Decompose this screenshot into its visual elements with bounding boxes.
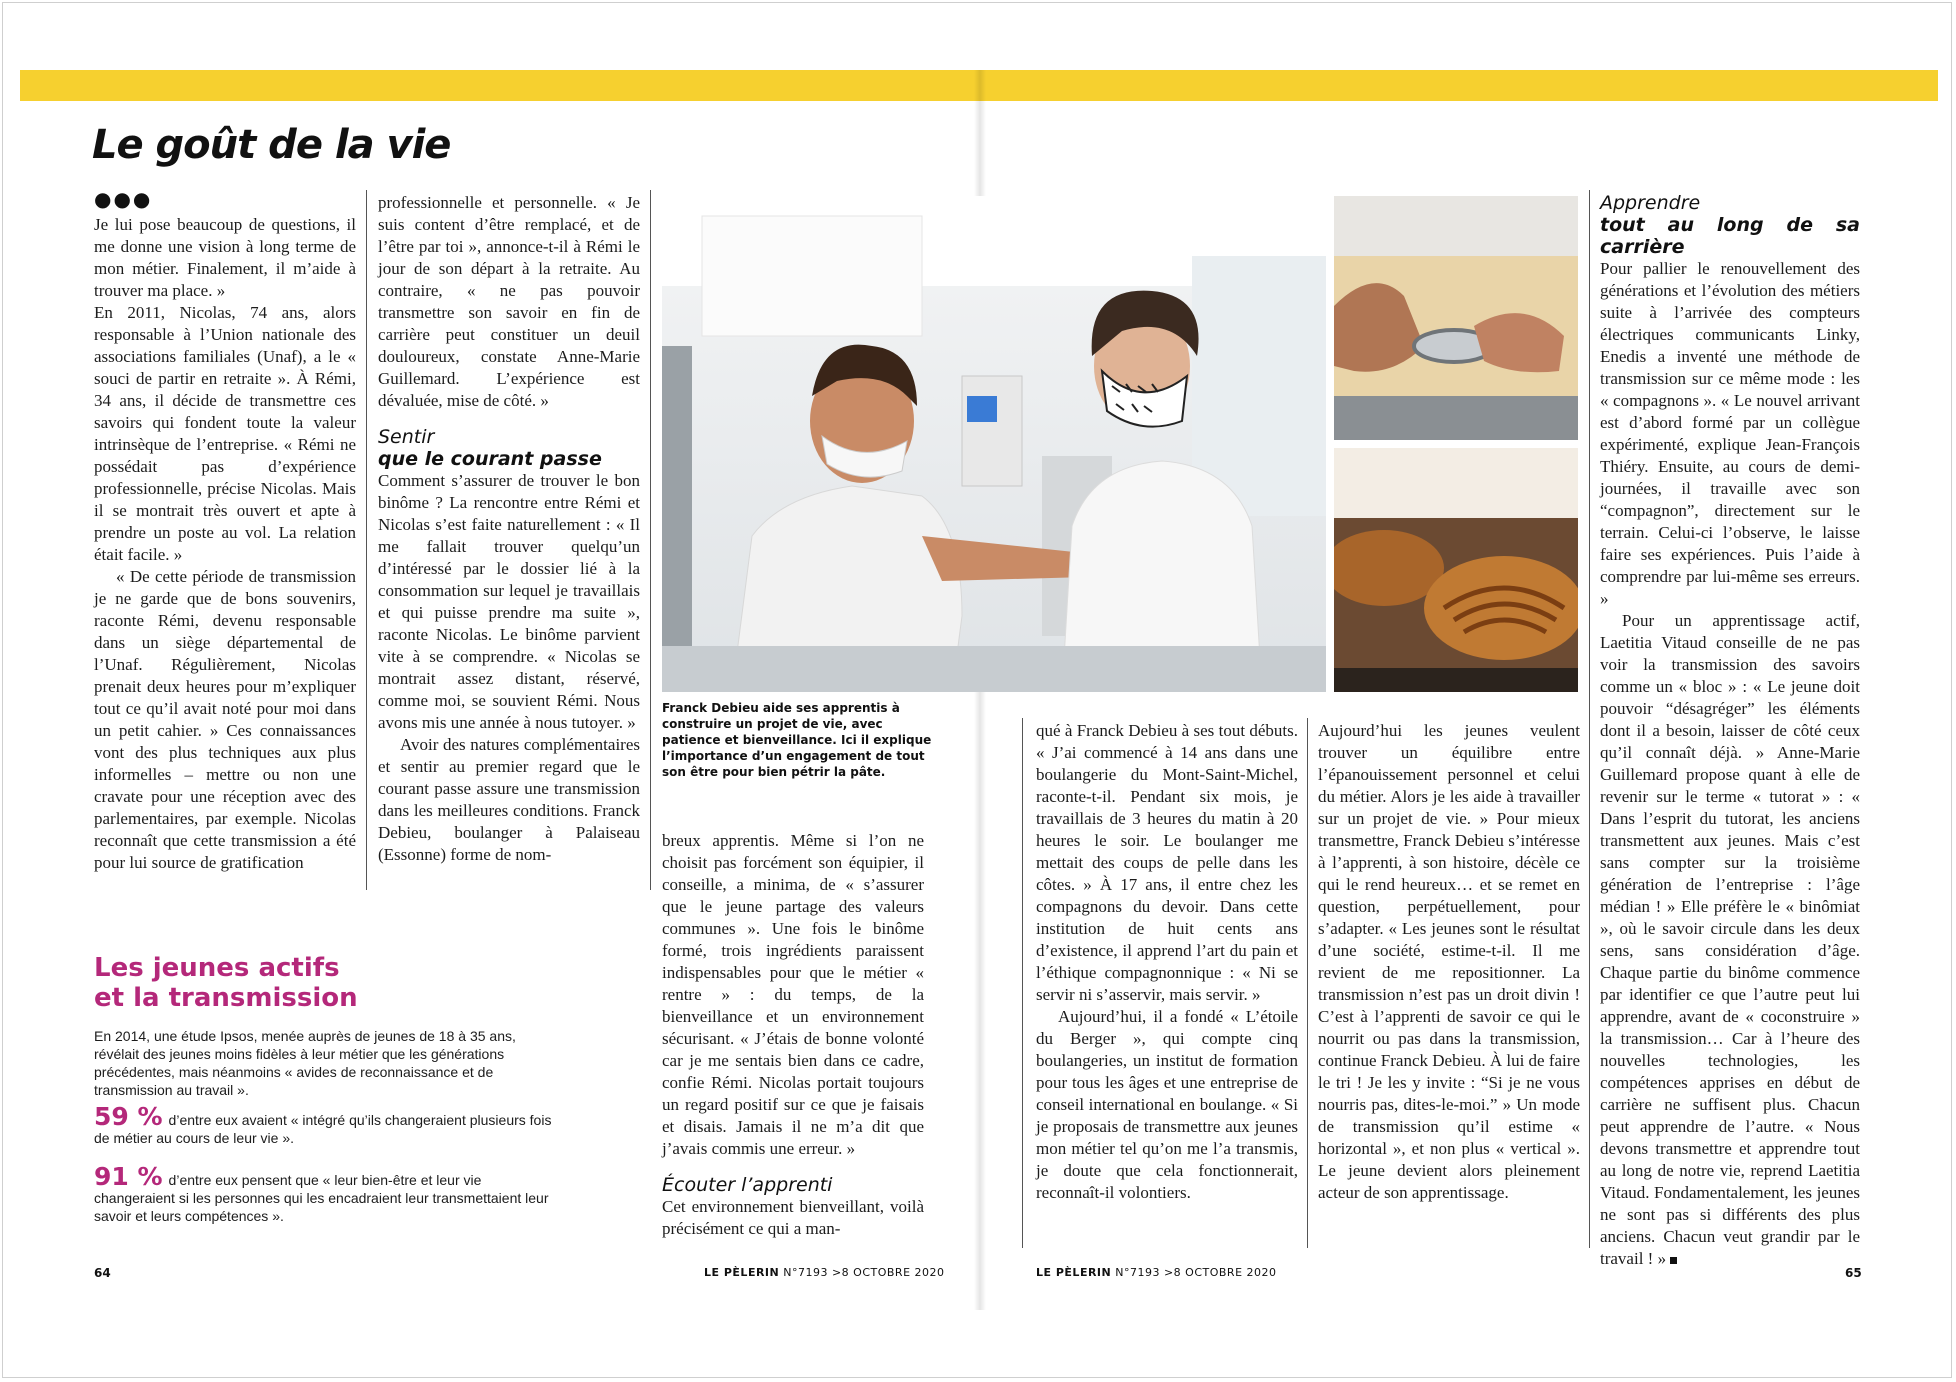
column-rule — [1589, 190, 1590, 1248]
paragraph: Pour un apprentissage actif, Laetitia Vitaud conseille de ne pas voir la transmission des savoirs comme un « bloc » : « Le jeune doit pouvoir “désagréger” les éléments dont il a besoin, laisser de côté ceux qu’il connaît déjà. » Anne-Marie Guillemard propose quant à elle de revenir sur le terme « tutorat » : « Dans l’esprit du tutorat, les anciens transmettent aux jeunes. Mais c’est sans compter sur la troisième génération de l’entreprise : l’âge médian ! » Elle préfère le « binômiat », où le savoir circule dans les deux sens, sans considération d’âge. Chaque partie du binôme commence par identifier ce que l’autre peut lui apprendre, avant de « coconstruire » la transmission… Car à l’heure des nouvelles technologies, les compétences apprises en début de carrière ne suffisent plus. Chacun peut apprendre de l’autre. « Nous devons transmettre et apprendre tout au long de notre vie, reprend Laetitia Vitaud. Fondamentalement, les jeunes ne sont pas si différents des plus anciens. Chacun veut grandir par le travail ! » — [1600, 611, 1860, 1268]
box-intro: En 2014, une étude Ipsos, menée auprès de jeunes de 18 à 35 ans, révélait des jeunes moins fidèles à leur métier que les générations précédentes, mais néanmoins « avides de reconnaissance et de transmission au travail ». — [94, 1028, 516, 1098]
paragraph: breux apprentis. Même si l’on ne choisit pas forcément son équipier, il conseille, a minima, de « s’assurer que le jeune partage des valeurs communes ». Une fois le binôme formé, trois ingrédients paraissent indispensables pour que le métier « rentre » : du temps, de la bienveillance et un environnement sécurisant. « J’étais de bonne volonté car je me sentais bien dans ce cadre, confie Rémi. Nicolas portait toujours un regard positif sur ce que je faisais et disais. Jamais il ne m’a dit que j’avais commis une erreur. » — [662, 831, 924, 1158]
paragraph: Avoir des natures complémentaires et sentir au premier regard que le courant passe assure une transmission dans les meilleures conditions. Franck Debieu, boulanger à Palaiseau (Essonne) forme de nom- — [378, 735, 640, 864]
photo-hands-dough — [1334, 196, 1578, 440]
paragraph: Pour pallier le renouvellement des générations et l’évolution des métiers suite à l’arrivée des compteurs électriques communicants Linky, Enedis a inventé une méthode de transmission sur ce même mode : les « compagnons ». « Le nouvel arrivant est d’abord formé par un collègue expérimenté, explique Jean-François Thiéry. Ensuite, au cours de demi-journées, il travaille avec son “compagnon”, directement sur le terrain. Celui-ci l’observe, le laisse faire ses expériences. Puis l’aide à comprendre par lui-même ses erreurs. » — [1600, 259, 1860, 608]
paragraph: qué à Franck Debieu à ses tout débuts. « J’ai commencé à 14 ans dans une boulangerie du Mont-Saint-Michel, raconte-t-il. Pendant six mois, je travaillais de 3 heures du matin à 20 heures le soir. Le boulanger me mettait des coups de pelle dans les côtes. » À 17 ans, il entre chez les compagnons du devoir. Dans cette institution de huit cents ans d’existence, il apprend l’art du pain et l’éthique compagnonnique : « Ni se servir ni s’asservir, mais servir. » — [1036, 721, 1298, 1004]
photo-pastries-illustration — [1334, 448, 1578, 692]
stat-91 — [94, 1162, 564, 1225]
column-4 — [1036, 720, 1298, 1204]
column-rule — [1307, 718, 1308, 1248]
page-number-left: 64 — [94, 1266, 111, 1280]
photo-baker-illustration — [662, 196, 1326, 692]
end-mark-icon — [1670, 1257, 1677, 1264]
stat-value: 91 % — [94, 1162, 163, 1191]
column-rule — [366, 190, 367, 890]
subheading: Sentir que le courant passe — [378, 426, 602, 470]
paragraph: Je lui pose beaucoup de questions, il me donne une vision à long terme de mon métier. Finalement, il m’aide à trouver ma place. » — [94, 215, 356, 300]
column-2 — [378, 192, 640, 866]
column-1 — [94, 214, 356, 874]
footer-masthead-right: LE PÈLERIN N°7193 >8 OCTOBRE 2020 — [1036, 1266, 1277, 1279]
photo-pastries — [1334, 448, 1578, 692]
photo-dough-illustration — [1334, 196, 1578, 440]
stat-text: d’entre eux avaient « intégré qu’ils changeraient plusieurs fois de métier au cours de leur vie ». — [94, 1112, 552, 1146]
subheading: Écouter l’apprenti — [662, 1174, 833, 1196]
section-title: Le goût de la vie — [92, 122, 451, 168]
stat-value: 59 % — [94, 1102, 163, 1131]
page-number-right: 65 — [1845, 1266, 1862, 1280]
column-rule — [650, 190, 651, 890]
column-6 — [1600, 192, 1860, 1270]
box-title: Les jeunes actifs et la transmission — [94, 953, 358, 1013]
paragraph: En 2011, Nicolas, 74 ans, alors responsable à l’Union nationale des associations familiales (Unaf), a le « souci de partir en retraite ». À Rémi, 34 ans, il décide de transmettre ces savoirs qui fondent toute la valeur intrinsèque de l’entreprise. « Rémi ne possédait pas d’expérience professionnelle, précise Nicolas. Mais il se montrait très ouvert et apte à prendre un poste au vol. La relation était facile. » — [94, 303, 356, 564]
footer-masthead-left: LE PÈLERIN N°7193 >8 OCTOBRE 2020 — [704, 1266, 945, 1279]
stat-59 — [94, 1102, 564, 1147]
paragraph: Cet environnement bienveillant, voilà précisément ce qui a man- — [662, 1197, 924, 1238]
ellipsis-icon: ●●● — [94, 187, 153, 211]
paragraph: Aujourd’hui les jeunes veulent trouver un équilibre entre l’épanouissement personnel et celui du métier. Alors je les aide à travailler sur un projet de vie. » Pour mieux transmettre, Franck Debieu s’intéresse à l’apprenti, à son histoire, décèle ce qui le rend heureux… et se remet en question, perpétuellement, pour s’adapter. « Les jeunes sont le résultat d’une société, estime-t-il. Il me revient de me repositionner. La transmission n’est pas un droit divin ! C’est à l’apprenti de savoir ce qui le nourrit ou pas dans la transmission, continue Franck Debieu. À lui de faire le tri ! Je les y invite : “Si je ne vous nourris pas, dites-le-moi.” » Un mode de transmission qu’il estime « horizontal », et non plus « vertical ». Le jeune devient alors pleinement acteur de son apprentissage. — [1318, 721, 1580, 1202]
column-3 — [662, 830, 924, 1240]
column-5 — [1318, 720, 1580, 1204]
paragraph: Aujourd’hui, il a fondé « L’étoile du Berger », qui compte cinq boulangeries, un institut de formation pour tous les âges et une entreprise de conseil international en boulange. « Si je proposais de transmettre aux jeunes mon métier tel qu’on me l’a transmis, je doute que cela fonctionnerait, reconnaît-il volontiers. — [1036, 1007, 1298, 1202]
paragraph: Comment s’assurer de trouver le bon binôme ? La rencontre entre Rémi et Nicolas s’est faite naturellement : « Il me fallait trouver quelqu’un d’intéressé par le dossier lié à la consommation sur lequel je travaillais et qui puisse prendre ma suite », raconte Nicolas. Le binôme parvient vite à se comprendre. « Nicolas se montrait assez distant, réservé, comme moi, se souvient Rémi. Nous avons mis une année à nous tutoyer. » — [378, 471, 640, 732]
photo-caption: Franck Debieu aide ses apprentis à construire un projet de vie, avec patience et bienveillance. Ici il explique l’importance d’un engagement de tout son être pour bien pétrir la pâte. — [662, 701, 932, 779]
column-rule — [1022, 718, 1023, 1248]
photo-baker-apprentice — [662, 196, 1326, 692]
stat-text: d’entre eux pensent que « leur bien-être et leur vie changeraient si les personnes qui les encadraient leur transmettaient leur savoir et leurs compétences ». — [94, 1172, 549, 1224]
paragraph: « De cette période de transmission je ne garde que de bons souvenirs, raconte Rémi, devenu responsable dans un siège départemental de l’Unaf. Régulièrement, Nicolas prenait deux heures pour m’expliquer tout ce qu’il avait noté pour moi dans un petit cahier. » Ces connaissances vont des plus techniques aux plus informelles – mettre ou non une cravate pour une réception avec des parlementaires, par exemple. Nicolas reconnaît que cette transmission a été pour lui source de gratification — [94, 567, 356, 872]
subheading: Apprendre tout au long de sa carrière — [1600, 192, 1860, 258]
paragraph: professionnelle et personnelle. « Je suis content d’être remplacé, et de l’être par toi », annonce-t-il à Rémi le jour de son départ à la retraite. Au contraire, « ne pas pouvoir transmettre son savoir en fin de carrière peut constituer un deuil douloureux, constate Anne-Marie Guillemard. L’expérience est dévaluée, mise de côté. » — [378, 193, 640, 410]
